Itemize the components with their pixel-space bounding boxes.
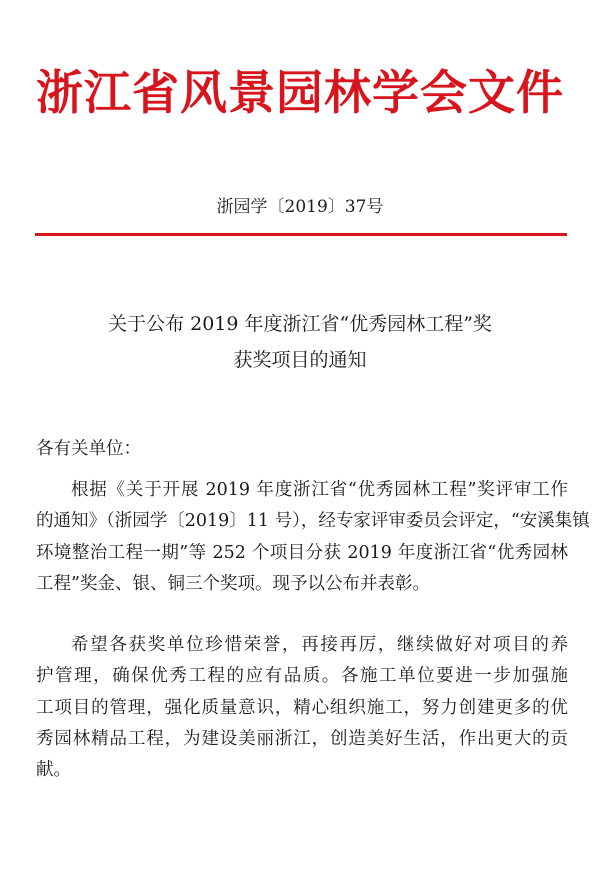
- paragraph-line: 献。: [36, 760, 71, 781]
- paragraph-line: 的通知》（浙园学〔2019〕11 号），经专家评审委员会评定，“安溪集镇: [36, 511, 590, 532]
- document-number: 浙园学〔2019〕37号: [216, 197, 384, 217]
- paragraph-line: 希望各获奖单位珍惜荣誉，再接再厉，继续做好对项目的养: [71, 635, 568, 655]
- paragraph-line: 护管理，确保优秀工程的应有品质。各施工单位要进一步加强施: [36, 666, 568, 687]
- paragraph-line: 根据《关于开展 2019 年度浙江省“优秀园林工程”奖评审工作: [71, 480, 568, 500]
- body-paragraph-1: [36, 475, 590, 600]
- notice-title-line-1: 关于公布 2019 年度浙江省“优秀园林工程”奖: [108, 313, 492, 335]
- org-document-title: 浙江省风景园林学会文件: [36, 66, 564, 121]
- red-divider-line: [35, 233, 567, 236]
- notice-title: [60, 306, 540, 378]
- paragraph-line: 工项目的管理，强化质量意识，精心组织施工，努力创建更多的优: [36, 697, 568, 718]
- salutation: 各有关单位：: [36, 439, 141, 459]
- notice-title-line-2: 获奖项目的通知: [233, 349, 367, 371]
- paragraph-line: 工程”奖金、银、铜三个奖项。现予以公布并表彰。: [36, 573, 430, 594]
- paragraph-line: 秀园林精品工程，为建设美丽浙江，创造美好生活，作出更大的贡: [36, 728, 568, 749]
- paragraph-line: 环境整治工程一期”等 252 个项目分获 2019 年度浙江省“优秀园林: [36, 542, 568, 563]
- body-paragraph-2: [36, 630, 568, 786]
